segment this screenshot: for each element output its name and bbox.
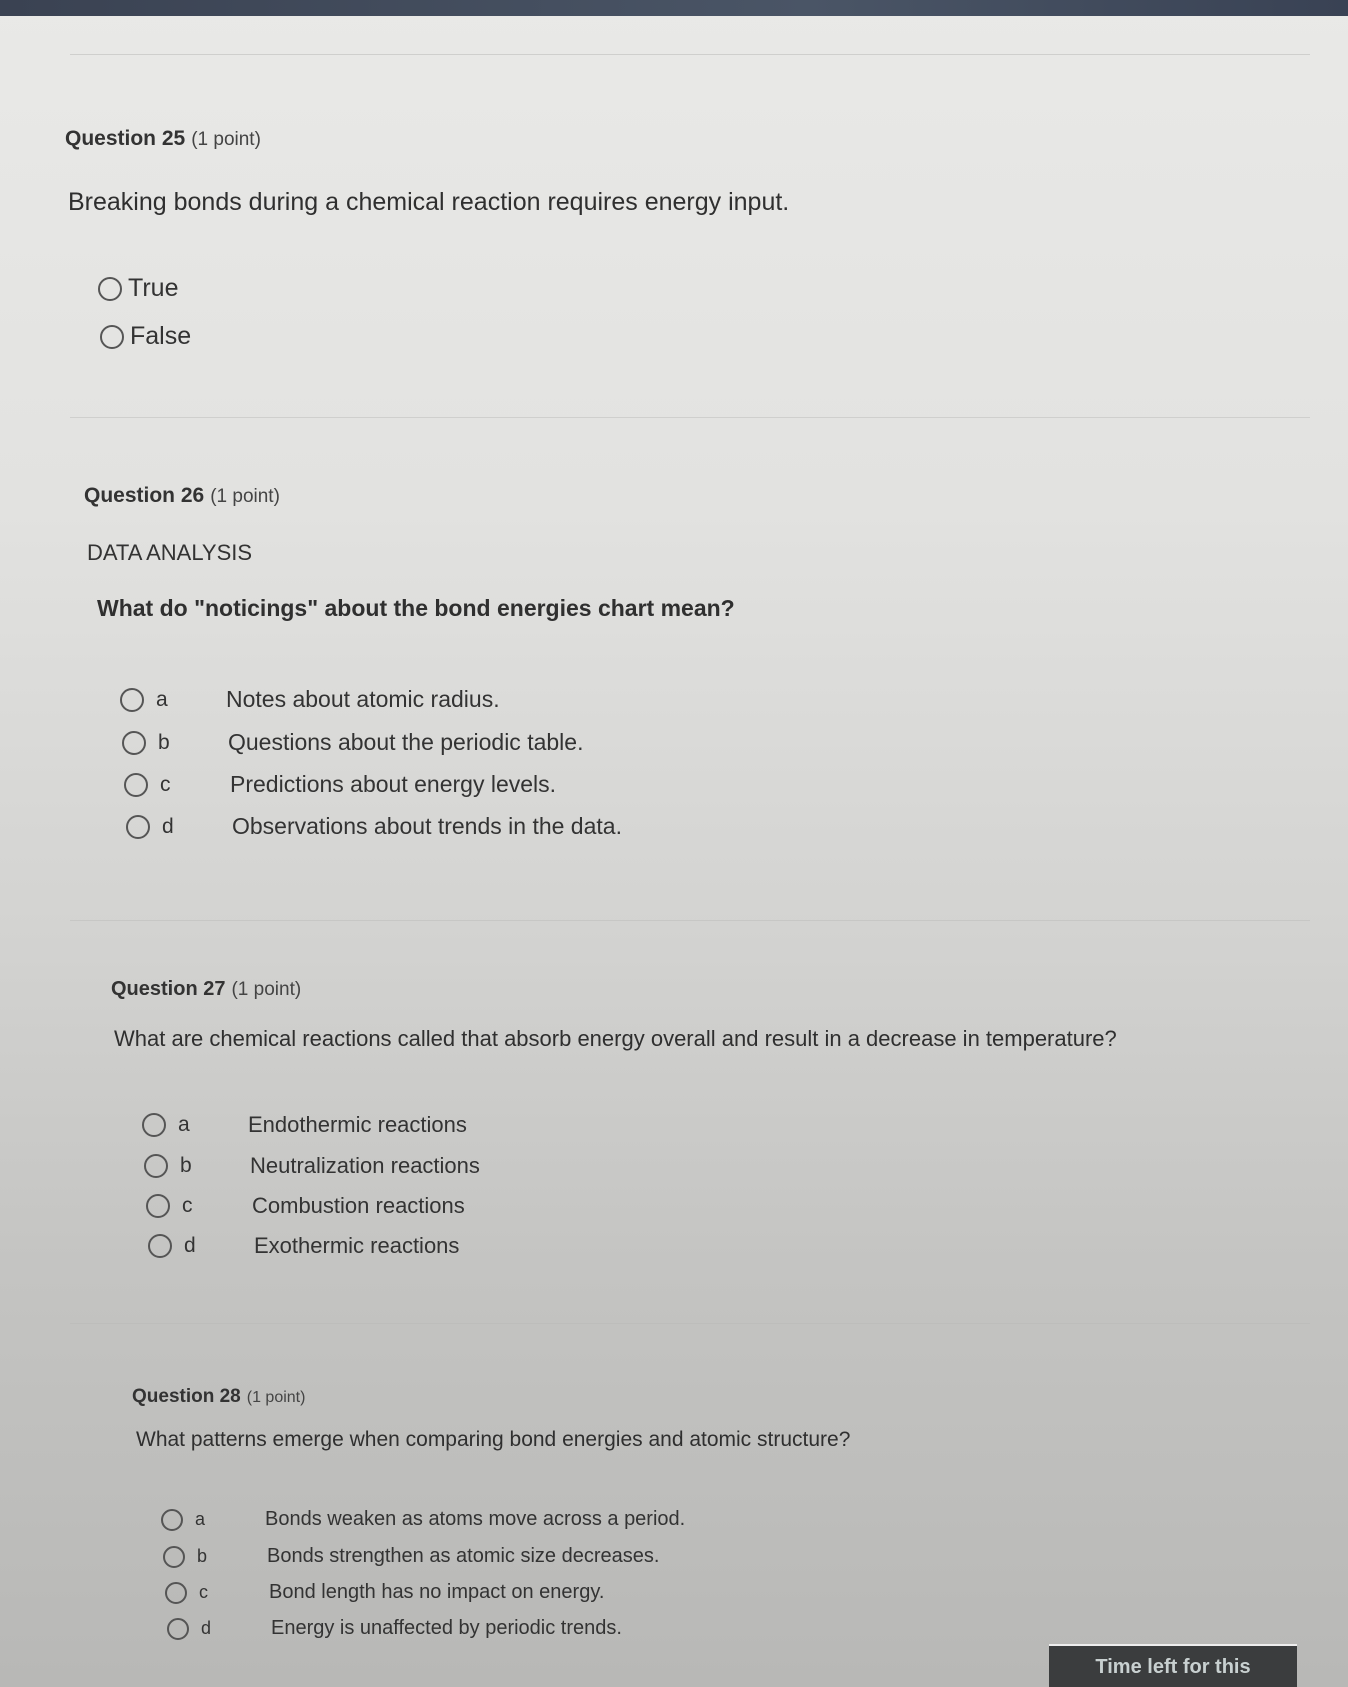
question-number: Question 25 xyxy=(65,127,186,150)
option-d[interactable] xyxy=(167,1617,622,1640)
option-label: Combustion reactions xyxy=(252,1193,465,1218)
option-d[interactable] xyxy=(148,1233,459,1259)
option-label: Bonds weaken as atoms move across a period. xyxy=(265,1508,686,1530)
question-27-text: What are chemical reactions called that absorb energy overall and result in a decrease in temperature? xyxy=(114,1026,1117,1051)
question-points: (1 point) xyxy=(246,1389,306,1406)
divider xyxy=(70,1323,1310,1324)
radio-button[interactable] xyxy=(165,1582,187,1604)
question-25-text: Breaking bonds during a chemical reaction requires energy input. xyxy=(68,188,790,216)
radio-button[interactable] xyxy=(148,1234,172,1258)
top-bar xyxy=(0,0,1348,16)
option-label: Notes about atomic radius. xyxy=(226,686,500,712)
option-letter: a xyxy=(195,1509,206,1529)
option-label: Exothermic reactions xyxy=(254,1233,460,1258)
radio-button[interactable] xyxy=(142,1113,166,1137)
option-label: Endothermic reactions xyxy=(248,1112,467,1137)
option-letter: d xyxy=(162,814,174,838)
question-26-text: What do "noticings" about the bond energies chart mean? xyxy=(97,595,735,621)
option-letter: b xyxy=(158,730,170,754)
question-28-text: What patterns emerge when comparing bond energies and atomic structure? xyxy=(136,1428,851,1451)
question-points: (1 point) xyxy=(231,979,302,1000)
radio-button[interactable] xyxy=(126,815,150,839)
option-b[interactable] xyxy=(122,729,583,756)
option-d[interactable] xyxy=(126,813,622,840)
section-label: DATA ANALYSIS xyxy=(87,540,253,565)
question-25-header xyxy=(65,127,261,151)
option-letter: c xyxy=(160,772,171,796)
radio-button[interactable] xyxy=(122,731,146,755)
radio-button[interactable] xyxy=(124,773,148,797)
radio-button[interactable] xyxy=(163,1546,185,1568)
option-true[interactable] xyxy=(98,274,178,303)
option-letter: d xyxy=(201,1618,212,1638)
divider xyxy=(70,417,1310,418)
option-b[interactable] xyxy=(163,1545,659,1568)
question-26-header xyxy=(84,484,280,508)
question-number: Question 28 xyxy=(132,1386,241,1407)
option-a[interactable] xyxy=(120,686,500,713)
radio-button[interactable] xyxy=(161,1509,183,1531)
option-a[interactable] xyxy=(161,1508,685,1531)
radio-button[interactable] xyxy=(120,688,144,712)
option-letter: c xyxy=(199,1582,208,1602)
option-letter: a xyxy=(156,687,168,711)
question-number: Question 27 xyxy=(111,978,226,1000)
question-points: (1 point) xyxy=(210,486,280,507)
question-28-header xyxy=(132,1386,305,1408)
radio-button[interactable] xyxy=(146,1194,170,1218)
option-letter: b xyxy=(197,1546,208,1566)
time-left-panel: Time left for this xyxy=(1049,1644,1297,1687)
option-c[interactable] xyxy=(146,1193,465,1219)
question-27-header xyxy=(111,978,301,1001)
radio-button[interactable] xyxy=(100,325,124,349)
option-label: Predictions about energy levels. xyxy=(230,771,557,797)
option-letter: c xyxy=(182,1194,193,1217)
radio-button[interactable] xyxy=(144,1154,168,1178)
question-number: Question 26 xyxy=(84,484,205,507)
option-label: Questions about the periodic table. xyxy=(228,729,584,755)
option-label: Bond length has no impact on energy. xyxy=(269,1581,605,1603)
option-letter: a xyxy=(178,1113,190,1136)
divider xyxy=(70,54,1310,55)
option-c[interactable] xyxy=(165,1581,604,1604)
option-label: Energy is unaffected by periodic trends. xyxy=(271,1617,622,1639)
option-false[interactable] xyxy=(100,322,191,351)
option-letter: d xyxy=(184,1234,196,1257)
option-label: Bonds strengthen as atomic size decreases. xyxy=(267,1545,660,1567)
option-b[interactable] xyxy=(144,1153,480,1179)
divider xyxy=(70,920,1310,921)
question-points: (1 point) xyxy=(191,129,261,150)
radio-button[interactable] xyxy=(167,1618,189,1640)
option-letter: b xyxy=(180,1154,192,1177)
option-label: Neutralization reactions xyxy=(250,1153,480,1178)
option-a[interactable] xyxy=(142,1112,467,1138)
option-c[interactable] xyxy=(124,771,556,798)
option-label: False xyxy=(130,322,192,350)
option-label: True xyxy=(128,274,179,302)
option-label: Observations about trends in the data. xyxy=(232,813,622,839)
radio-button[interactable] xyxy=(98,277,122,301)
